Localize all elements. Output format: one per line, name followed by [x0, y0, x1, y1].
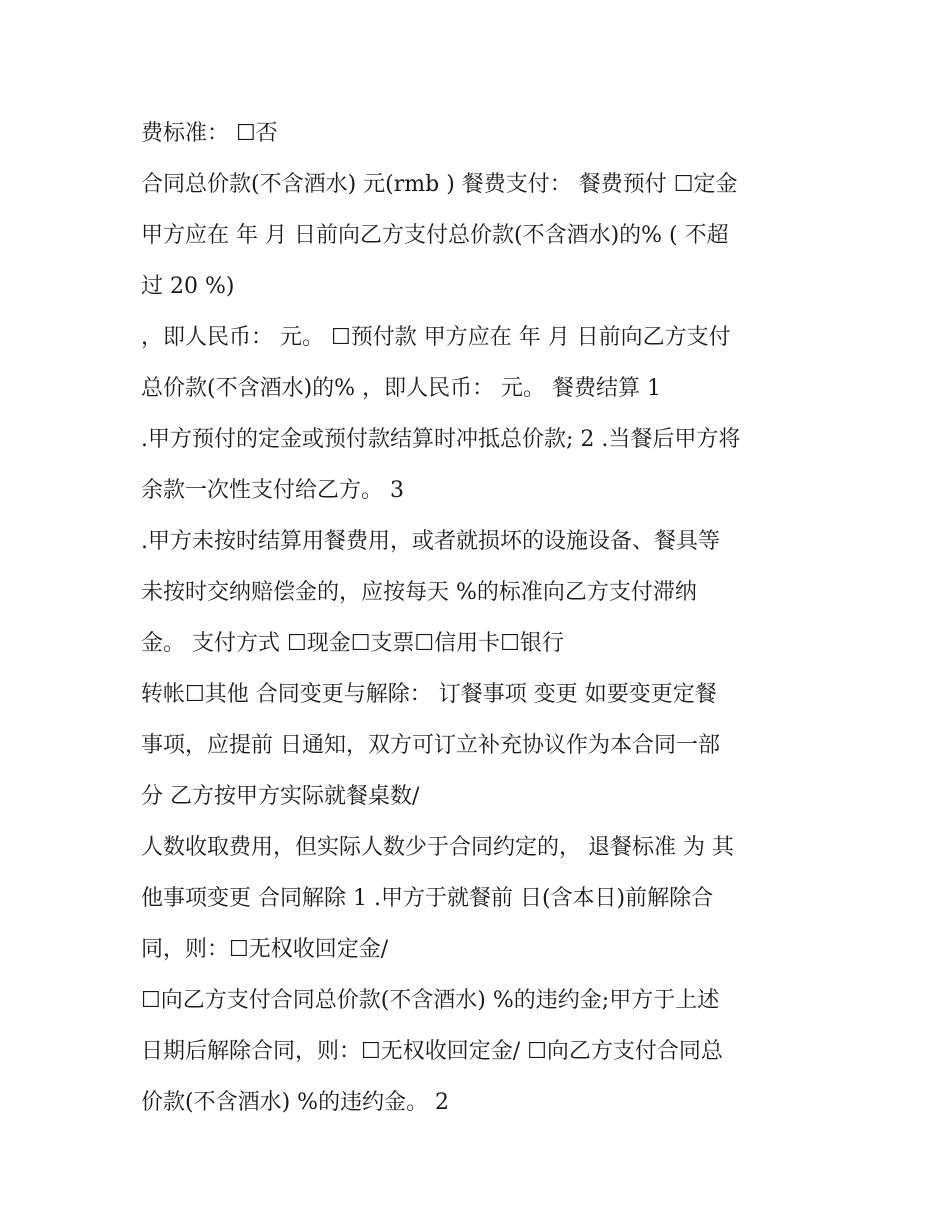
text-line: 同，则：☐无权收回定金/ [141, 937, 389, 962]
text-line: 余款一次性支付给乙方。 3 [141, 478, 404, 503]
text-line: 未按时交纳赔偿金的，应按每天 %的标准向乙方支付滞纳 [141, 580, 697, 605]
text-line: 过 20 %) [141, 274, 235, 299]
text-line: 转帐☐其他 合同变更与解除： 订餐事项 变更 如要变更定餐 [141, 682, 717, 707]
text-line: 总价款(不含酒水)的% ，即人民币： 元。 餐费结算 1 [141, 376, 662, 401]
text-line: ，即人民币： 元。 ☐预付款 甲方应在 年 月 日前向乙方支付 [141, 325, 731, 350]
text-line: ☐向乙方支付合同总价款(不含酒水) %的违约金;甲方于上述 [141, 988, 720, 1013]
text-line: 金。 支付方式 ☐现金☐支票☐信用卡☐银行 [141, 631, 564, 656]
text-line: 费标准： ☐否 [141, 121, 278, 146]
text-line: 甲方应在 年 月 日前向乙方支付总价款(不含酒水)的% ( 不超 [141, 223, 729, 248]
text-line: .甲方预付的定金或预付款结算时冲抵总价款; 2 .当餐后甲方将 [141, 427, 741, 452]
contract-text-block [141, 108, 821, 1128]
text-line: 事项，应提前 日通知，双方可订立补充协议作为本合同一部 [141, 733, 720, 758]
text-line: 日期后解除合同，则：☐无权收回定金/ ☐向乙方支付合同总 [141, 1039, 723, 1064]
text-line: 他事项变更 合同解除 1 .甲方于就餐前 日(含本日)前解除合 [141, 886, 714, 911]
text-line: 人数收取费用，但实际人数少于合同约定的， 退餐标准 为 其 [141, 835, 734, 860]
text-line: .甲方未按时结算用餐费用，或者就损坏的设施设备、餐具等 [141, 529, 720, 554]
text-line: 价款(不含酒水) %的违约金。 2 [141, 1090, 450, 1115]
text-line: 分 乙方按甲方实际就餐桌数/ [141, 784, 420, 809]
text-line: 合同总价款(不含酒水) 元(rmb ) 餐费支付： 餐费预付 ☐定金 [141, 172, 738, 197]
